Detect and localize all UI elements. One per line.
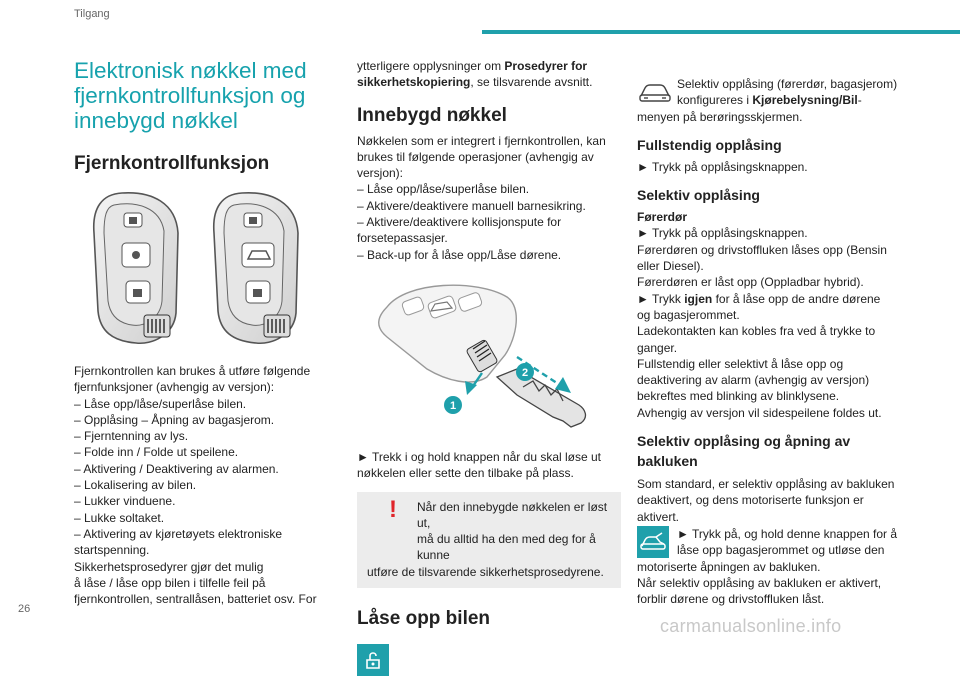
title-line: fjernkontrollfunksjon og (74, 83, 306, 108)
driver-door-label: Førerdør (637, 210, 688, 225)
text-line: å låse / låse opp bilen i tilfelle feil på (74, 575, 266, 590)
page-number: 26 (18, 603, 31, 615)
text-line: startspenning. (74, 543, 150, 558)
text-line: – Fjerntenning av lys. (74, 429, 189, 444)
text-fragment: for å låse opp de andre dørene (712, 291, 881, 306)
builtin-key-illustration (357, 277, 621, 437)
text-line: ► Trekk i og hold knappen når du skal løse ut (357, 449, 602, 464)
pull-instruction (357, 449, 621, 482)
title-line: Elektronisk nøkkel med (74, 58, 307, 83)
text-line: fjernkontrollen, sentrallåsen, batteriet osv. For (74, 592, 317, 607)
unlock-vehicle-heading: Låse opp bilen (357, 608, 491, 630)
watermark: carmanualsonline.info (660, 616, 842, 636)
text-line: Som standard, er selektiv opplåsing av bakluken (637, 477, 895, 492)
column-3 (637, 76, 907, 607)
callout-2: 2 (521, 366, 529, 379)
text-line: – Lukke soltaket. (74, 510, 165, 525)
text-line: Når den innebygde nøkkelen er løst ut, (417, 499, 608, 530)
text-line: Førerdøren og drivstoffluken låses opp (Bensin (637, 242, 887, 257)
text-line: – Låse opp/låse/superlåse bilen. (74, 396, 247, 411)
text-line: – Aktivering av kjøretøyets elektroniske (74, 526, 283, 541)
page-title (74, 58, 326, 133)
text-line: bekreftes med blinking av blinklysene. (637, 389, 840, 404)
callout-1: 1 (449, 399, 457, 412)
text-line: Selektiv opplåsing (førerdør, bagasjerom) (677, 77, 898, 91)
text-line: – Lukker vinduene. (74, 494, 176, 509)
text-line: – Låse opp/låse/superlåse bilen. (357, 182, 530, 197)
unlock-icon (357, 644, 389, 676)
bold-fragment: sikkerhetskopiering (357, 75, 471, 90)
builtin-key-text (357, 133, 621, 263)
text-line: – Back-up for å låse opp/Låse dørene. (357, 247, 562, 262)
text-line: brukes til følgende operasjoner (avhengig av (357, 149, 594, 164)
text-line: – Aktivere/deaktivere kollisjonspute for (357, 215, 562, 230)
column-1 (74, 58, 326, 607)
boot-press-text (637, 526, 907, 607)
text-line: – Lokalisering av bilen. (74, 478, 197, 493)
text-line: utføre de tilsvarende sikkerhetsprosedyrene. (367, 564, 604, 579)
text-line: Ladekontakten kan kobles fra ved å trykke to (637, 324, 876, 339)
warning-text (367, 499, 611, 580)
text-line: motoriserte åpningen av bakluken. (637, 559, 821, 574)
text-line: aktivert. (637, 509, 680, 524)
text-line: og bagasjerommet. (637, 307, 740, 322)
column-2 (357, 58, 621, 676)
text-fragment: konfigureres i (677, 93, 753, 108)
remote-function-heading: Fjernkontrollfunksjon (74, 153, 270, 174)
heading-line: bakluken (637, 453, 698, 470)
text-line: ► Trykk på, og hold denne knappen for å (677, 526, 898, 541)
selective-unlock-text (637, 209, 907, 421)
selective-boot-text (637, 476, 907, 525)
selective-config-text (637, 76, 907, 125)
text-line: – Folde inn / Folde ut speilene. (74, 445, 239, 460)
text-line: menyen på berøringsskjermen. (637, 109, 803, 124)
text-line: må du alltid ha den med deg for å kunne (417, 532, 596, 563)
section-label: Tilgang (74, 8, 110, 20)
text-line: eller Diesel). (637, 259, 704, 274)
text-line: – Opplåsing – Åpning av bagasjerom. (74, 412, 275, 427)
remote-key-left (94, 193, 178, 343)
warning-icon: ! (389, 495, 397, 523)
text-line: deaktivert, og dens motoriserte funksjon er (637, 493, 864, 508)
boot-open-icon (637, 526, 669, 558)
text-line: versjon): (357, 166, 404, 181)
text-line: Nøkkelen som er integrert i fjernkontrollen, kan (357, 133, 606, 148)
text-line: deaktivering av alarm (avhengig av versjon) (637, 373, 870, 388)
text-line: Avhengig av versjon vil sidespeilene foldes ut. (637, 405, 882, 420)
car-outline-icon (637, 78, 673, 110)
text-line: fjernfunksjoner (avhengig av versjon): (74, 380, 275, 395)
remote-functions-text (74, 363, 326, 607)
text-line: Fullstendig eller selektivt å låse opp og (637, 356, 844, 371)
text-line: forsetepassasjer. (357, 231, 448, 246)
text-fragment: , se tilsvarende avsnitt. (470, 75, 593, 90)
bold-fragment: Prosedyrer for (504, 59, 588, 73)
continued-text (357, 58, 621, 91)
title-line: innebygd nøkkel (74, 108, 238, 133)
remote-keys-illustration (74, 185, 326, 350)
text-line: Sikkerhetsprosedyrer gjør det mulig (74, 559, 264, 574)
bold-fragment: igjen (684, 291, 713, 306)
text-line: forblir dørene og drivstoffluken låst. (637, 592, 825, 607)
selective-unlock-heading: Selektiv opplåsing (637, 187, 760, 204)
text-line: Fjernkontrollen kan brukes å utføre følgende (74, 364, 311, 378)
text-fragment: ► Trykk (637, 291, 685, 306)
builtin-key-heading: Innebygd nøkkel (357, 104, 507, 126)
text-line: ganger. (637, 340, 678, 355)
text-line: Førerdøren er låst opp (Oppladbar hybrid). (637, 275, 864, 290)
remote-key-right (214, 193, 298, 343)
text-fragment: - (857, 93, 862, 108)
bold-fragment: Kjørebelysning/Bil (752, 93, 858, 108)
text-fragment: ytterligere opplysninger om (357, 59, 505, 73)
selective-boot-heading (637, 431, 907, 471)
text-line: – Aktivering / Deaktivering av alarmen. (74, 461, 279, 476)
text-line: ► Trykk på opplåsingsknappen. (637, 226, 808, 241)
text-line: – Aktivere/deaktivere manuell barnesikring. (357, 198, 586, 213)
text-line: låse opp bagasjerommet og utløse den (677, 543, 885, 558)
full-unlock-text: ► Trykk på opplåsingsknappen. (637, 159, 808, 174)
header-accent-bar (482, 30, 960, 34)
text-line: nøkkelen eller sette den tilbake på plass. (357, 466, 574, 481)
text-line: Når selektiv opplåsing av bakluken er aktivert, (637, 575, 882, 590)
heading-line: Selektiv opplåsing og åpning av (637, 433, 851, 450)
full-unlock-heading: Fullstendig opplåsing (637, 136, 782, 153)
warning-box (357, 492, 621, 588)
